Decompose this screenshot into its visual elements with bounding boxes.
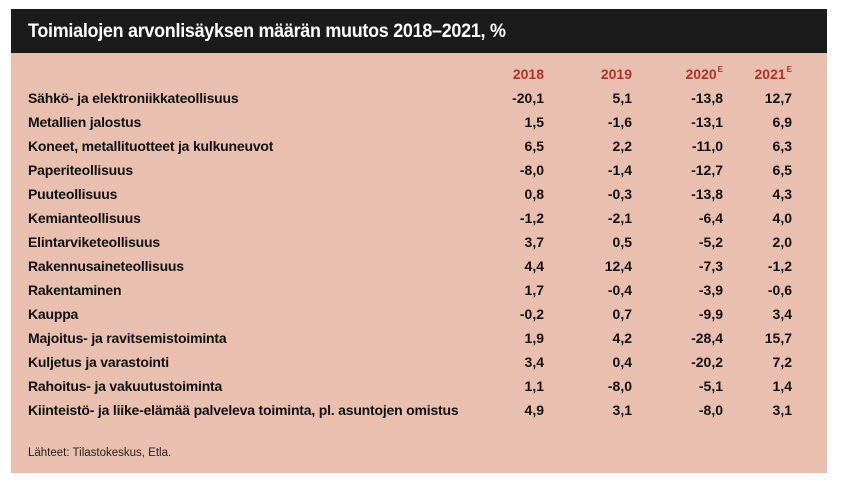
value-cell-2021: 2,0 [772, 234, 792, 250]
value-cell-2019: -0,3 [607, 186, 632, 202]
value-cell-2019: 0,4 [612, 354, 632, 370]
value-cell-2018: 3,7 [524, 234, 544, 250]
value-cell-2021: 4,0 [772, 210, 792, 226]
value-cell-2021: 3,1 [772, 402, 792, 418]
column-year: 2020 [685, 66, 717, 82]
table-row [28, 254, 792, 278]
value-cell-2018: -20,1 [512, 90, 544, 106]
row-label: Koneet, metallituotteet ja kulkuneuvot [28, 138, 274, 154]
table-title: Toimialojen arvonlisäyksen määrän muutos 2018–2021, % [28, 20, 506, 42]
table-row [28, 302, 792, 326]
source-note: Lähteet: Tilastokeskus, Etla. [28, 447, 172, 459]
header-spacer [28, 62, 487, 86]
column-header-2021 [723, 62, 792, 86]
table-row [28, 110, 792, 134]
column-header-2020 [632, 62, 723, 86]
value-cell-2018: 0,8 [524, 186, 544, 202]
value-cell-2020: -11,0 [691, 138, 723, 154]
column-year: 2018 [512, 66, 544, 82]
value-cell-2018: 1,7 [524, 282, 544, 298]
value-cell-2019: 0,5 [612, 234, 632, 250]
estimate-marker: E [717, 65, 723, 74]
value-cell-2021: 3,4 [772, 306, 792, 322]
value-cell-2021: 12,7 [764, 90, 792, 106]
value-cell-2018: -1,2 [519, 210, 544, 226]
value-cell-2020: -3,9 [698, 282, 723, 298]
value-cell-2021: -1,2 [767, 258, 792, 274]
value-cell-2018: -8,0 [519, 162, 544, 178]
row-label: Rakennusaineteollisuus [28, 258, 184, 274]
value-cell-2020: -9,9 [698, 306, 723, 322]
table-row [28, 374, 792, 398]
row-label: Sähkö- ja elektroniikkateollisuus [28, 90, 239, 106]
column-year: 2021 [754, 66, 786, 82]
estimate-marker: E [786, 65, 792, 74]
row-label: Metallien jalostus [28, 114, 142, 130]
value-cell-2021: 7,2 [772, 354, 792, 370]
value-cell-2019: 4,2 [612, 330, 632, 346]
table-row [28, 182, 792, 206]
value-cell-2020: -5,2 [698, 234, 723, 250]
row-label: Rahoitus- ja vakuutustoiminta [28, 378, 223, 394]
value-cell-2019: 5,1 [612, 90, 632, 106]
value-cell-2020: -12,7 [691, 162, 723, 178]
value-cell-2020: -13,8 [691, 186, 723, 202]
value-cell-2019: 0,7 [612, 306, 632, 322]
table-row [28, 230, 792, 254]
row-label: Kemianteollisuus [28, 210, 141, 226]
data-table [28, 62, 792, 422]
value-cell-2018: 1,5 [524, 114, 544, 130]
value-cell-2019: 2,2 [612, 138, 632, 154]
row-label: Kiinteistö- ja liike-elämää palveleva toiminta, pl. asuntojen omistus [28, 402, 459, 418]
value-cell-2020: -13,1 [691, 114, 723, 130]
table-row [28, 158, 792, 182]
table-row [28, 134, 792, 158]
value-cell-2019: 3,1 [612, 402, 632, 418]
column-header-2019 [544, 62, 632, 86]
row-label: Majoitus- ja ravitsemistoiminta [28, 330, 227, 346]
value-cell-2018: 3,4 [524, 354, 544, 370]
value-cell-2020: -8,0 [698, 402, 723, 418]
value-cell-2020: -20,2 [691, 354, 723, 370]
table-row [28, 278, 792, 302]
value-cell-2018: 4,4 [524, 258, 544, 274]
table-row [28, 206, 792, 230]
column-header-2018 [487, 62, 544, 86]
value-cell-2018: 1,1 [524, 378, 544, 394]
value-cell-2019: -0,4 [607, 282, 632, 298]
value-cell-2021: 15,7 [764, 330, 792, 346]
row-label: Kauppa [28, 306, 79, 322]
value-cell-2020: -13,8 [691, 90, 723, 106]
value-cell-2021: 4,3 [772, 186, 792, 202]
value-cell-2019: -8,0 [607, 378, 632, 394]
header-row [28, 62, 792, 86]
value-cell-2021: 6,3 [772, 138, 792, 154]
table-row [28, 398, 792, 422]
value-cell-2020: -5,1 [698, 378, 723, 394]
row-label: Kuljetus ja varastointi [28, 354, 169, 370]
row-label: Elintarviketeollisuus [28, 234, 160, 250]
row-label: Rakentaminen [28, 282, 122, 298]
value-cell-2020: -28,4 [691, 330, 723, 346]
value-cell-2021: -0,6 [767, 282, 792, 298]
value-cell-2021: 6,5 [772, 162, 792, 178]
table-row [28, 326, 792, 350]
table-row [28, 350, 792, 374]
value-cell-2020: -6,4 [698, 210, 723, 226]
value-cell-2018: 1,9 [524, 330, 544, 346]
value-cell-2018: 4,9 [524, 402, 544, 418]
column-year: 2019 [600, 66, 632, 82]
table-body [28, 86, 792, 422]
value-cell-2019: -1,6 [607, 114, 632, 130]
value-cell-2021: 6,9 [772, 114, 792, 130]
value-cell-2019: 12,4 [604, 258, 632, 274]
value-cell-2018: -0,2 [519, 306, 544, 322]
title-bar [11, 9, 827, 53]
value-cell-2018: 6,5 [524, 138, 544, 154]
row-label: Puuteollisuus [28, 186, 118, 202]
row-label: Paperiteollisuus [28, 162, 133, 178]
value-cell-2020: -7,3 [698, 258, 723, 274]
value-cell-2019: -2,1 [607, 210, 632, 226]
table-row [28, 86, 792, 110]
value-cell-2019: -1,4 [607, 162, 632, 178]
value-cell-2021: 1,4 [772, 378, 792, 394]
table-panel [11, 9, 827, 473]
